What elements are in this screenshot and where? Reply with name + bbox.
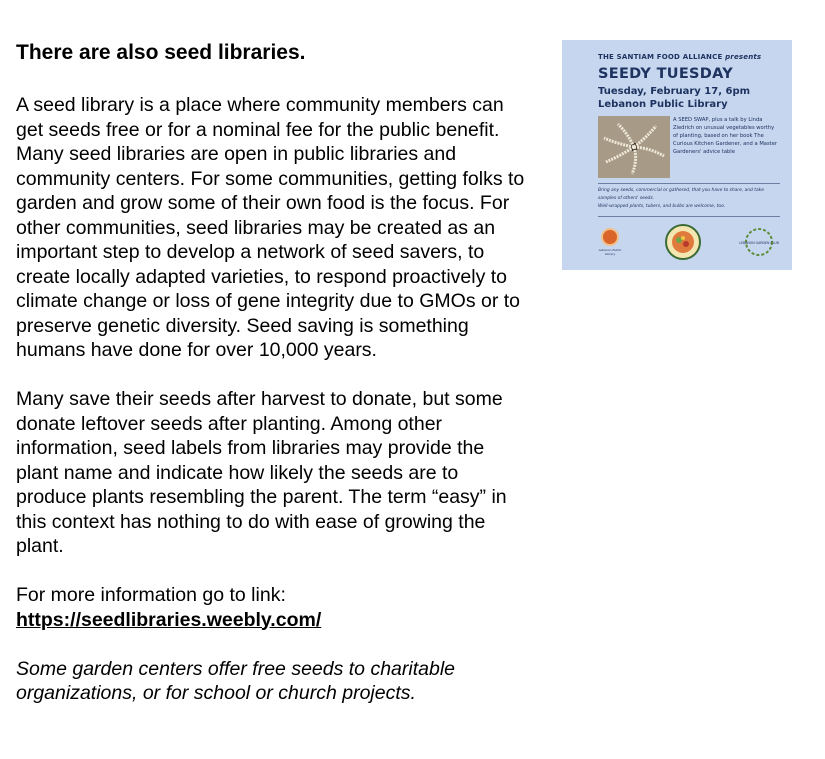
flyer-logos <box>598 223 780 261</box>
svg-text:LEBANON GARDEN CLUB: LEBANON GARDEN CLUB <box>739 241 779 245</box>
flyer-divider-2 <box>598 216 780 217</box>
library-logo: Lebanon Public Library <box>598 228 622 256</box>
paragraph-seed-donation: Many save their seeds after harvest to donate, but some donate leftover seeds after planting. Among other information, seed labels from libraries may provide the plant name and indicate how likely the seeds are to produce plants resembling the parent. The term “easy” in this context has nothing to do with ease of growing the plant. <box>16 388 507 557</box>
info-label: For more information go to link: <box>16 584 286 606</box>
article <box>16 40 526 706</box>
flyer-description: A SEED SWAP, plus a talk by Linda Ziedrich on unusual vegetables worthy of planting, based on her book The Curious Kitchen Gardener, and a Master Gardeners' advice table <box>673 117 778 155</box>
flyer-divider <box>598 183 780 184</box>
event-flyer-image <box>562 40 792 270</box>
flyer-presenter: THE SANTIAM FOOD ALLIANCE presents <box>598 53 762 61</box>
garden-club-logo <box>739 227 779 257</box>
garden-centers-note: Some garden centers offer free seeds to charitable organizations, or for school or church projects. <box>16 657 455 704</box>
article-heading: There are also seed libraries. <box>16 41 306 64</box>
paragraph-seed-library: A seed library is a place where community members can get seeds free or for a nominal fee for the public benefit. Many seed libraries are open in public libraries and community centers. For some communities, getting folks to garden and grow some of their own food is the focus. For other communities, seed libraries may be created as an important step to develop a network of seed savers, to create locally adapted varieties, to respond proactively to climate change or loss of gene integrity due to GMOs or to preserve genetic diversity. Seed saving is something humans have done for over 10,000 years. <box>16 94 525 361</box>
seed-libraries-link[interactable]: https://seedlibraries.weebly.com/ <box>16 608 322 631</box>
flyer-date: Tuesday, February 17, 6pm <box>598 86 751 97</box>
flyer-bring-seeds: Bring any seeds, commercial or gathered, that you have to share, and take samples of others' seeds. <box>598 188 764 201</box>
flyer-venue: Lebanon Public Library <box>598 99 728 110</box>
flyer-title: SEEDY TUESDAY <box>598 66 734 82</box>
food-alliance-logo <box>664 223 702 261</box>
flyer-bring-plants: Well-wrapped plants, tubers, and bulbs are welcome, too. <box>598 204 726 209</box>
seed-spiral-icon <box>598 116 670 178</box>
